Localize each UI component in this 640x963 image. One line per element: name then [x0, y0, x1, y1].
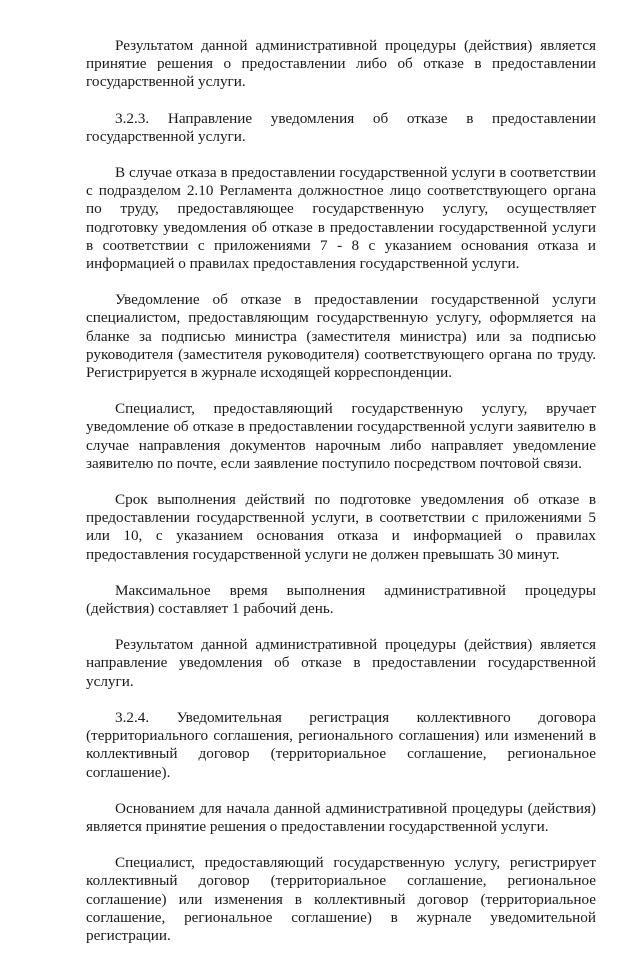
paragraph-result-notice: Результатом данной административной процедуры (действия) является направление уведомления об отказе в предоставлении государственной услуги. [86, 636, 596, 690]
paragraph-result-decision: Результатом данной административной процедуры (действия) является принятие решения о предоставлении либо об отказе в предоставлении государственной услуги. [86, 37, 596, 91]
section-heading-3-2-3: 3.2.3. Направление уведомления об отказе в предоставлении государственной услуги. [86, 109, 596, 145]
paragraph-basis: Основанием для начала данной административной процедуры (действия) является принятие решения о предоставлении государственной услуги. [86, 799, 596, 835]
paragraph-registration: Специалист, предоставляющий государственную услугу, регистрирует коллективный договор (территориальное соглашение, региональное соглашение) или изменения в коллективный договор (территориальное соглашение, региональное соглашение) в журнале уведомительной регистрации. [86, 854, 596, 944]
paragraph-refusal-notice-form: Уведомление об отказе в предоставлении государственной услуги специалистом, предоставляющим государственную услугу, оформляется на бланке за подписью министра (заместителя министра) или за подписью руководителя (заместителя руководителя) соответствующего органа по труду. Регистрируется в журнале исходящей корреспонденции. [86, 291, 596, 382]
paragraph-notice-delivery: Специалист, предоставляющий государственную услугу, вручает уведомление об отказе в предоставлении государственной услуги заявителю в случае направления документов нарочным либо направляет уведомление заявителю по почте, если заявление поступило посредством почтовой связи. [86, 400, 596, 472]
section-heading-3-2-4: 3.2.4. Уведомительная регистрация коллективного договора (территориального соглашения, регионального соглашения) или изменений в коллективный договор (территориальное соглашение, региональное соглашение). [86, 708, 596, 781]
paragraph-max-time: Максимальное время выполнения административной процедуры (действия) составляет 1 рабочий день. [86, 581, 596, 618]
paragraph-deadline: Срок выполнения действий по подготовке уведомления об отказе в предоставлении государственной услуги, в соответствии с приложениями 5 или 10, с указанием основания отказа и информацией о правилах предоставления государственной услуги не должен превышать 30 минут. [86, 491, 596, 563]
document-page [86, 37, 596, 963]
paragraph-refusal-case: В случае отказа в предоставлении государственной услуги в соответствии с подразделом 2.10 Регламента должностное лицо соответствующего органа по труду, предоставляющее государственную услугу, осуществляет подготовку уведомления об отказе в предоставлении государственной услуги в соответствии с приложениями 7 - 8 с указанием основания отказа и информацией о правилах предоставления государственной услуги. [86, 164, 596, 273]
